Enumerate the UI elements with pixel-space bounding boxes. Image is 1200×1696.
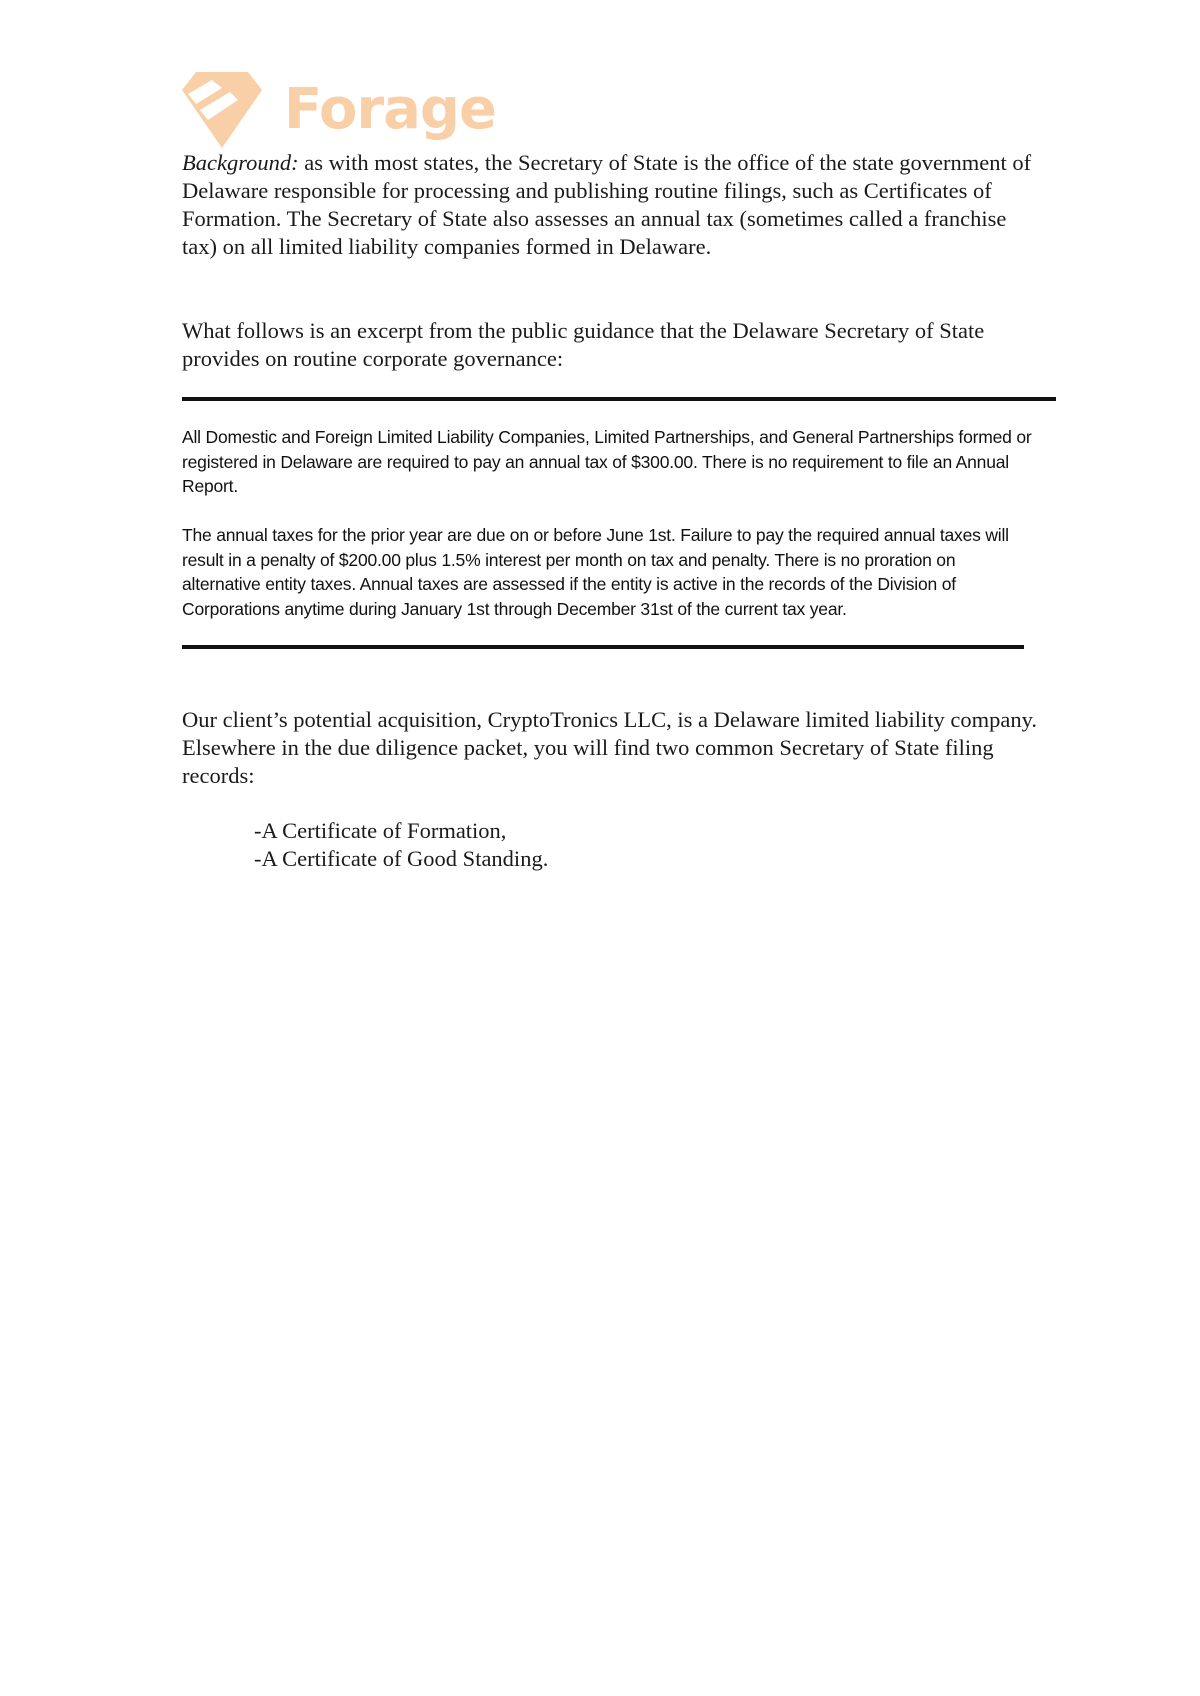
background-paragraph: [182, 149, 1032, 261]
forage-logo: [182, 72, 496, 148]
filing-records-list: [254, 817, 548, 873]
client-paragraph: Our client’s potential acquisition, CryptoTronics LLC, is a Delaware limited liability company. Elsewhere in the due diligence packet, you will find two common Secretary of State filing records:: [182, 707, 1038, 788]
excerpt-top-rule: [182, 397, 1056, 401]
excerpt-bottom-rule: [182, 645, 1024, 649]
list-item: -A Certificate of Good Standing.: [254, 846, 549, 871]
logo-wordmark: Forage: [284, 77, 496, 142]
list-item: -A Certificate of Formation,: [254, 818, 507, 843]
forage-gem-icon: [182, 72, 262, 148]
excerpt-paragraph-1: All Domestic and Foreign Limited Liability Companies, Limited Partnerships, and General Partnerships formed or registered in Delaware are required to pay an annual tax of $300.00. There is no requirement to file an Annual Report.: [182, 427, 1032, 496]
excerpt-paragraph-2: The annual taxes for the prior year are due on or before June 1st. Failure to pay the required annual taxes will result in a penalty of $200.00 plus 1.5% interest per month on tax and penalty. There is no proration on alternative entity taxes. Annual taxes are assessed if the entity is active in the records of the Division of Corporations anytime during January 1st through December 31st of the current tax year.: [182, 525, 1009, 619]
intro-paragraph: What follows is an excerpt from the public guidance that the Delaware Secretary of State provides on routine corporate governance:: [182, 318, 985, 371]
background-label: Background:: [182, 150, 299, 175]
background-text: as with most states, the Secretary of State is the office of the state government of Delaware responsible for processing and publishing routine filings, such as Certificates of Formation. The Secretary of State also assesses an annual tax (sometimes called a franchise tax) on all limited liability companies formed in Delaware.: [182, 150, 1032, 259]
